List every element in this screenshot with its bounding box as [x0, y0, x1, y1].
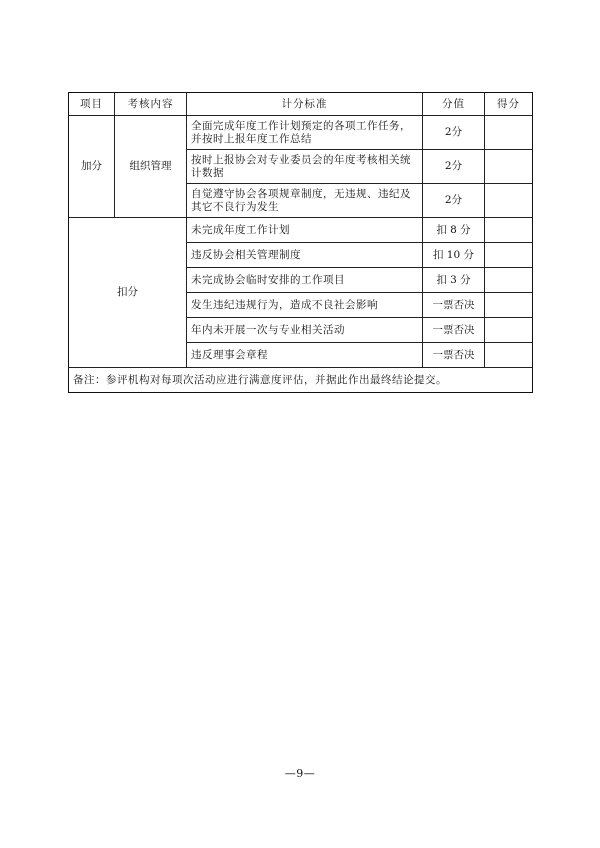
standard-cell: 年内未开展一次与专业相关活动: [187, 318, 423, 343]
header-content: 考核内容: [115, 93, 187, 116]
standard-cell: 自觉遵守协会各项规章制度，无违规、违纪及其它不良行为发生: [187, 184, 423, 218]
standard-cell: 按时上报协会对专业委员会的年度考核相关统计数据: [187, 150, 423, 184]
value-cell: 扣 3 分: [423, 268, 485, 293]
table-row: [69, 218, 533, 243]
value-cell: 一票否决: [423, 293, 485, 318]
note-cell: 备注：参评机构对每项次活动应进行满意度评估，并据此作出最终结论提交。: [69, 368, 533, 393]
bonus-content-cell: 组织管理: [115, 116, 187, 218]
score-cell: [485, 218, 533, 243]
value-cell: 一票否决: [423, 343, 485, 368]
standard-cell: 违反协会相关管理制度: [187, 243, 423, 268]
standard-cell: 未完成协会临时安排的工作项目: [187, 268, 423, 293]
value-cell: 2分: [423, 150, 485, 184]
scoring-table: [68, 92, 533, 393]
bonus-item-cell: 加分: [69, 116, 115, 218]
standard-cell: 发生违纪违规行为，造成不良社会影响: [187, 293, 423, 318]
header-item: 项目: [69, 93, 115, 116]
deduction-item-cell: 扣分: [69, 218, 187, 368]
header-standard: 计分标准: [187, 93, 423, 116]
note-row: [69, 368, 533, 393]
page-number: —9—: [284, 767, 316, 780]
header-value: 分值: [423, 93, 485, 116]
header-score: 得分: [485, 93, 533, 116]
score-cell: [485, 116, 533, 150]
table-row: [69, 116, 533, 150]
value-cell: 扣 8 分: [423, 218, 485, 243]
value-cell: 2分: [423, 184, 485, 218]
value-cell: 一票否决: [423, 318, 485, 343]
standard-cell: 违反理事会章程: [187, 343, 423, 368]
value-cell: 扣 10 分: [423, 243, 485, 268]
score-cell: [485, 150, 533, 184]
value-cell: 2分: [423, 116, 485, 150]
score-cell: [485, 184, 533, 218]
score-cell: [485, 268, 533, 293]
standard-cell: 全面完成年度工作计划预定的各项工作任务，并按时上报年度工作总结: [187, 116, 423, 150]
score-cell: [485, 293, 533, 318]
table-header-row: [69, 93, 533, 116]
standard-cell: 未完成年度工作计划: [187, 218, 423, 243]
score-cell: [485, 318, 533, 343]
score-cell: [485, 243, 533, 268]
score-cell: [485, 343, 533, 368]
